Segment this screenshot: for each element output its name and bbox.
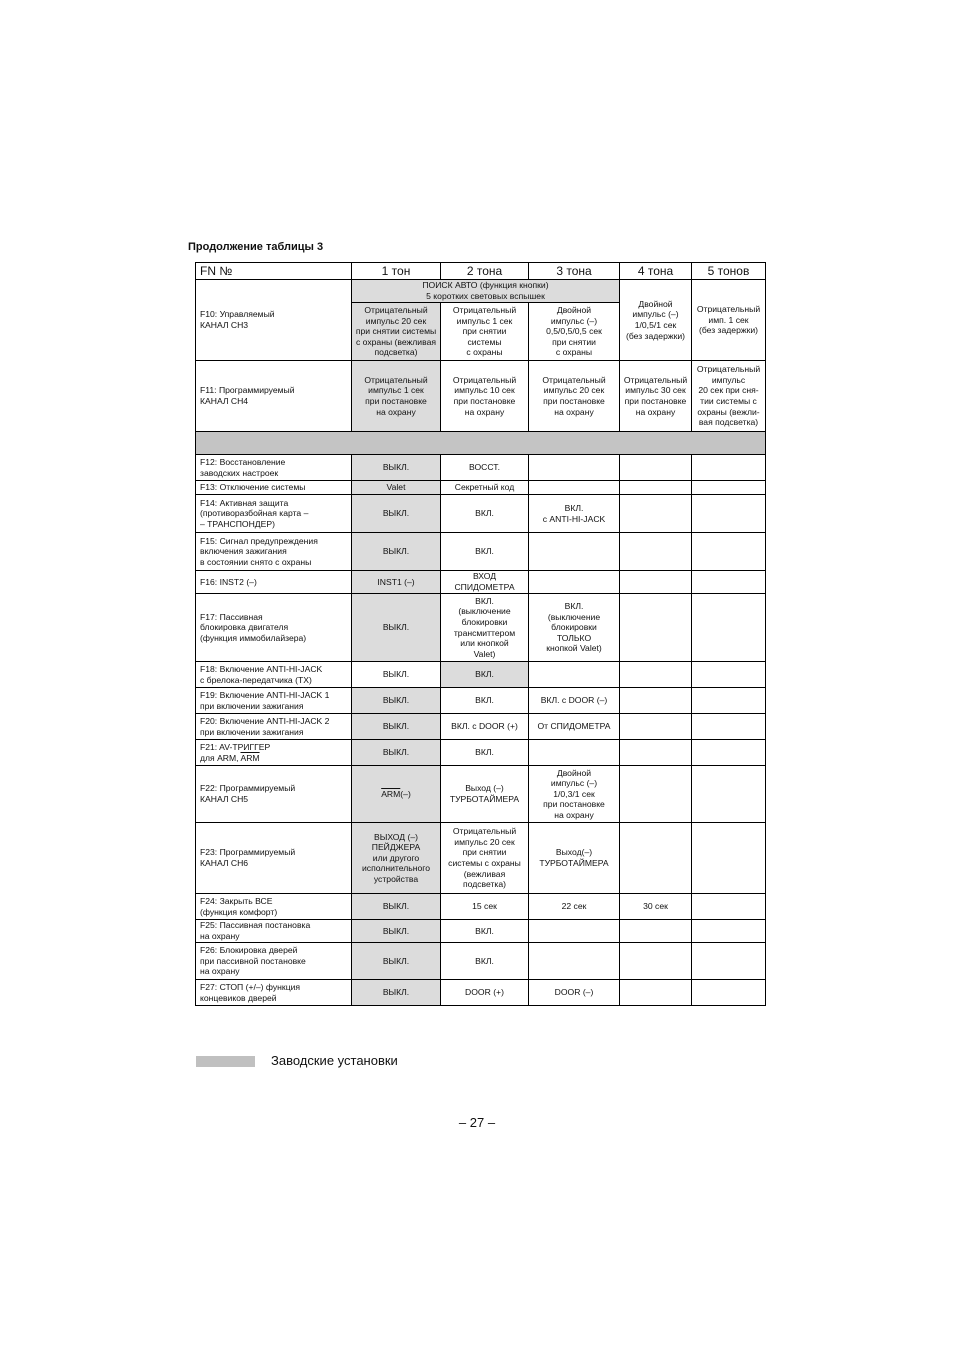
f11-tone-4: Отрицательный импульс 30 сек при постановке на охрану (620, 361, 692, 432)
f12-tone-5 (692, 455, 766, 481)
f19-tone-5 (692, 688, 766, 714)
f21-tone-3 (529, 740, 620, 766)
f25-tone-4 (620, 920, 692, 943)
f25-tone-1: ВЫКЛ. (352, 920, 441, 943)
f15-tone-3 (529, 533, 620, 571)
f22-tone-1 (352, 766, 441, 823)
f20-tone-4 (620, 714, 692, 740)
f12-tone-1: ВЫКЛ. (352, 455, 441, 481)
f10-tone-2: Отрицательный импульс 1 сек при снятии системы с охраны (441, 303, 529, 361)
f21-name-text: F21: AV-ТРИГГЕР для ARM, (200, 741, 271, 763)
f16-tone-3 (529, 571, 620, 594)
table-row (196, 980, 766, 1006)
f22-tone-1-rest: (–) (400, 788, 411, 799)
table-row (196, 571, 766, 594)
f15-tone-5 (692, 533, 766, 571)
table-row (196, 662, 766, 688)
f15-tone-1: ВЫКЛ. (352, 533, 441, 571)
f14-name: F14: Активная защита (противоразбойная карта – – ТРАНСПОНДЕР) (196, 495, 352, 533)
f27-tone-1: ВЫКЛ. (352, 980, 441, 1006)
f18-tone-5 (692, 662, 766, 688)
f27-tone-3: DOOR (–) (529, 980, 620, 1006)
f22-tone-2: Выход (–) ТУРБОТАЙМЕРА (441, 766, 529, 823)
f20-tone-3: От СПИДОМЕТРА (529, 714, 620, 740)
header-tone-1: 1 тон (352, 263, 441, 280)
f10-tone-1: Отрицательный импульс 20 сек при снятии системы с охраны (вежливая подсветка) (352, 303, 441, 361)
header-row (196, 263, 766, 280)
f19-tone-4 (620, 688, 692, 714)
f15-tone-2: ВКЛ. (441, 533, 529, 571)
f23-name: F23: Программируемый КАНАЛ CH6 (196, 823, 352, 894)
table-row (196, 688, 766, 714)
separator-band (196, 432, 766, 455)
f24-tone-5 (692, 894, 766, 920)
table-row (196, 533, 766, 571)
f20-tone-1: ВЫКЛ. (352, 714, 441, 740)
f16-tone-1: INST1 (–) (352, 571, 441, 594)
f24-tone-3: 22 сек (529, 894, 620, 920)
f14-tone-4 (620, 495, 692, 533)
f21-tone-4 (620, 740, 692, 766)
header-tone-3: 3 тона (529, 263, 620, 280)
f19-tone-1: ВЫКЛ. (352, 688, 441, 714)
f23-tone-2: Отрицательный импульс 20 сек при снятии системы с охраны (вежливая подсветка) (441, 823, 529, 894)
f14-tone-1: ВЫКЛ. (352, 495, 441, 533)
table-row (196, 594, 766, 662)
f23-tone-4 (620, 823, 692, 894)
f10-tone-5: Отрицательный имп. 1 сек (без задержки) (692, 280, 766, 361)
f19-tone-3: ВКЛ. с DOOR (–) (529, 688, 620, 714)
f12-tone-4 (620, 455, 692, 481)
f25-tone-5 (692, 920, 766, 943)
f25-tone-3 (529, 920, 620, 943)
f16-name: F16: INST2 (–) (196, 571, 352, 594)
f14-tone-3: ВКЛ. с ANTI-HI-JACK (529, 495, 620, 533)
legend-swatch (196, 1056, 255, 1067)
f26-tone-3 (529, 943, 620, 980)
f11-tone-1: Отрицательный импульс 1 сек при постановке на охрану (352, 361, 441, 432)
table-row (196, 455, 766, 481)
header-tone-2: 2 тона (441, 263, 529, 280)
f17-tone-3: ВКЛ. (выключение блокировки ТОЛЬКО кнопкой Valet) (529, 594, 620, 662)
f23-tone-1: ВЫХОД (–) ПЕЙДЖЕРА или другого исполнительного устройства (352, 823, 441, 894)
table-row (196, 740, 766, 766)
f12-tone-2: ВОССТ. (441, 455, 529, 481)
table-row (196, 361, 766, 432)
f15-tone-4 (620, 533, 692, 571)
table-row (196, 920, 766, 943)
f22-tone-5 (692, 766, 766, 823)
f26-tone-4 (620, 943, 692, 980)
f16-tone-2: ВХОД СПИДОМЕТРА (441, 571, 529, 594)
table-row (196, 766, 766, 823)
f18-name: F18: Включение ANTI-HI-JACK с брелока-передатчика (TX) (196, 662, 352, 688)
f20-tone-2: ВКЛ. с DOOR (+) (441, 714, 529, 740)
f13-name: F13: Отключение системы (196, 481, 352, 495)
f10-search-auto: ПОИСК АВТО (функция кнопки) 5 коротких световых вспышек (352, 280, 620, 303)
f13-tone-2: Секретный код (441, 481, 529, 495)
f24-name: F24: Закрыть ВСЕ (функция комфорт) (196, 894, 352, 920)
f18-tone-3 (529, 662, 620, 688)
table-row (196, 280, 766, 303)
function-table (195, 262, 766, 1006)
f13-tone-5 (692, 481, 766, 495)
f17-tone-4 (620, 594, 692, 662)
f11-tone-3: Отрицательный импульс 20 сек при постановке на охрану (529, 361, 620, 432)
table-caption: Продолжение таблицы 3 (188, 241, 324, 253)
f22-name: F22: Программируемый КАНАЛ CH5 (196, 766, 352, 823)
f22-tone-4 (620, 766, 692, 823)
f24-tone-1: ВЫКЛ. (352, 894, 441, 920)
f27-name: F27: СТОП (+/–) функция концевиков дверей (196, 980, 352, 1006)
f22-tone-3: Двойной импульс (–) 1/0,3/1 сек при постановке на охрану (529, 766, 620, 823)
f14-tone-5 (692, 495, 766, 533)
f18-tone-2: ВКЛ. (441, 662, 529, 688)
f17-tone-5 (692, 594, 766, 662)
f13-tone-3 (529, 481, 620, 495)
f16-tone-4 (620, 571, 692, 594)
f17-name: F17: Пассивная блокировка двигателя (функция иммобилайзера) (196, 594, 352, 662)
f18-tone-1: ВЫКЛ. (352, 662, 441, 688)
header-tone-5: 5 тонов (692, 263, 766, 280)
f22-tone-1-arm-overline: $\overline{ARM}$ (381, 788, 401, 799)
legend-label: Заводские установки (271, 1053, 398, 1068)
f11-tone-5: Отрицательный импульс 20 сек при сня- тии системы с охраны (вежли- вая подсветка) (692, 361, 766, 432)
f15-name: F15: Сигнал предупреждения включения зажигания в состоянии снято с охраны (196, 533, 352, 571)
f19-tone-2: ВКЛ. (441, 688, 529, 714)
f23-tone-5 (692, 823, 766, 894)
table-row (196, 481, 766, 495)
f17-tone-2: ВКЛ. (выключение блокировки трансмиттером или кнопкой Valet) (441, 594, 529, 662)
f20-tone-5 (692, 714, 766, 740)
f21-name-arm-overline: $\overline{ARM}$ (240, 752, 260, 763)
f27-tone-5 (692, 980, 766, 1006)
table-row (196, 495, 766, 533)
page-number: – 27 – (458, 1115, 496, 1130)
table-row (196, 894, 766, 920)
f10-tone-4: Двойной импульс (–) 1/0,5/1 сек (без задержки) (620, 280, 692, 361)
f24-tone-2: 15 сек (441, 894, 529, 920)
f18-tone-4 (620, 662, 692, 688)
f13-tone-1: Valet (352, 481, 441, 495)
f10-name: F10: Управляемый КАНАЛ CH3 (196, 280, 352, 361)
f16-tone-5 (692, 571, 766, 594)
f11-tone-2: Отрицательный импульс 10 сек при постановке на охрану (441, 361, 529, 432)
f23-tone-3: Выход(–) ТУРБОТАЙМЕРА (529, 823, 620, 894)
f13-tone-4 (620, 481, 692, 495)
f27-tone-4 (620, 980, 692, 1006)
f24-tone-4: 30 сек (620, 894, 692, 920)
f20-name: F20: Включение ANTI-HI-JACK 2 при включении зажигания (196, 714, 352, 740)
f26-tone-5 (692, 943, 766, 980)
f21-tone-5 (692, 740, 766, 766)
f17-tone-1: ВЫКЛ. (352, 594, 441, 662)
table-row (196, 823, 766, 894)
f12-tone-3 (529, 455, 620, 481)
f19-name: F19: Включение ANTI-HI-JACK 1 при включении зажигания (196, 688, 352, 714)
f21-name (196, 740, 352, 766)
f12-name: F12: Восстановление заводских настроек (196, 455, 352, 481)
f25-tone-2: ВКЛ. (441, 920, 529, 943)
f27-tone-2: DOOR (+) (441, 980, 529, 1006)
f14-tone-2: ВКЛ. (441, 495, 529, 533)
f21-tone-1: ВЫКЛ. (352, 740, 441, 766)
f26-tone-1: ВЫКЛ. (352, 943, 441, 980)
table-row (196, 714, 766, 740)
f25-name: F25: Пассивная постановка на охрану (196, 920, 352, 943)
separator-row (196, 432, 766, 455)
table-row (196, 943, 766, 980)
f26-tone-2: ВКЛ. (441, 943, 529, 980)
f11-name: F11: Программируемый КАНАЛ CH4 (196, 361, 352, 432)
header-tone-4: 4 тона (620, 263, 692, 280)
f21-tone-2: ВКЛ. (441, 740, 529, 766)
header-fn: FN № (196, 263, 352, 280)
f10-tone-3: Двойной импульс (–) 0,5/0,5/0,5 сек при снятии с охраны (529, 303, 620, 361)
f26-name: F26: Блокировка дверей при пассивной постановке на охрану (196, 943, 352, 980)
